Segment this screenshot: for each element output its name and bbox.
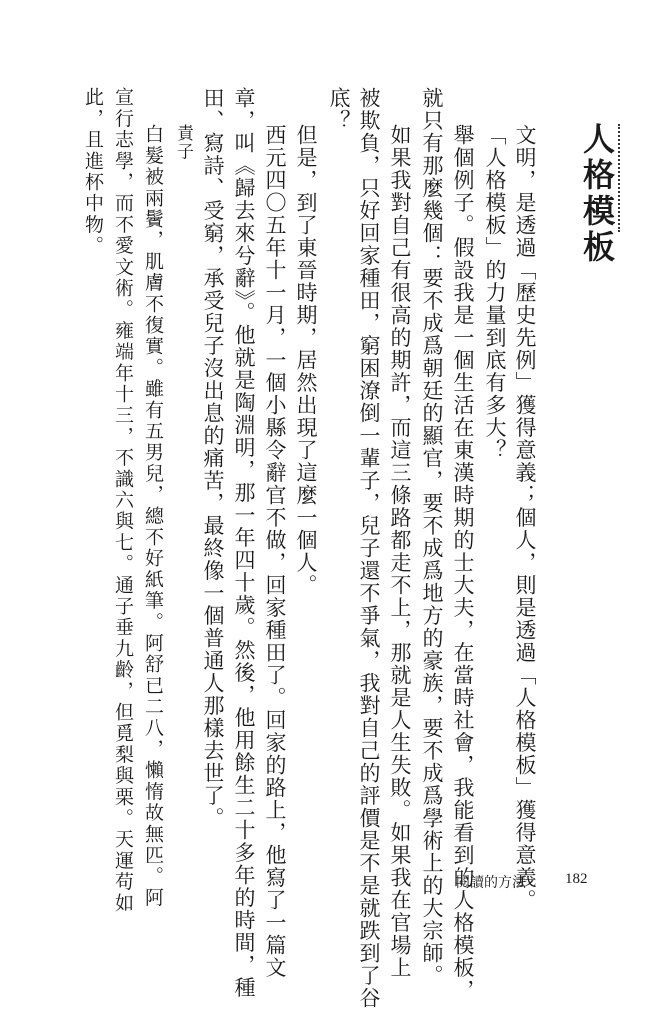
text-column-3: 舉個例子。假設我是一個生活在東漢時期的士大夫，在當時社會，我能看到的人格模板， [451,124,475,1002]
text-column-8: 但是，到了東晉時期，居然出現了這麼一個人。 [294,124,318,597]
text-column-4: 就只有那麼幾個：要不成爲朝廷的顯官，要不成爲地方的豪族，要不成爲學術上的大宗師。 [420,87,444,987]
poem-line-3: 此，且進杯中物。 [82,87,104,257]
page-number: 182 [565,871,588,887]
text-column-2: 「人格模板」的力量到底有多大？ [483,124,507,462]
section-heading: 人格模板 [578,122,616,266]
text-column-9: 西元四〇五年十一月，一個小縣令辭官不做，回家種田了。回家的路上，他寫了一篇文 [263,124,287,979]
book-title-footer: 閱讀的方法 [456,875,526,891]
text-column-11: 田、寫詩、受窮，承受兒子沒出息的痛苦，最終像一個普通人那樣去世了。 [201,87,225,830]
poem-line-1: 白髮被兩鬢，肌膚不復實。雖有五男兒，總不好紙筆。阿舒已二八，懶惰故無匹。阿 [142,124,164,909]
heading-dotted-rule [618,124,620,232]
poem-line-2: 宣行志學，而不愛文術。雍端年十三，不識六與七。通子垂九齡，但覓梨與栗。天運苟如 [112,87,134,914]
text-column-7: 底？ [327,87,351,132]
text-column-10: 章，叫《歸去來兮辭》。他就是陶淵明，那一年四十歲。然後，他用餘生二十多年的時間，種 [232,87,256,999]
text-column-5: 如果我對自己有很高的期許，而這三條路都走不上，那就是人生失敗。如果我在官場上 [388,124,412,979]
text-column-1: 文明，是透過「歷史先例」獲得意義；個人，則是透過「人格模板」獲得意義。 [513,124,537,912]
poem-title: 責子 [173,124,193,161]
text-column-6: 被欺負，只好回家種田，窮困潦倒一輩子，兒子還不爭氣，我對自己的評價是不是就跌到了谷 [357,87,381,1010]
